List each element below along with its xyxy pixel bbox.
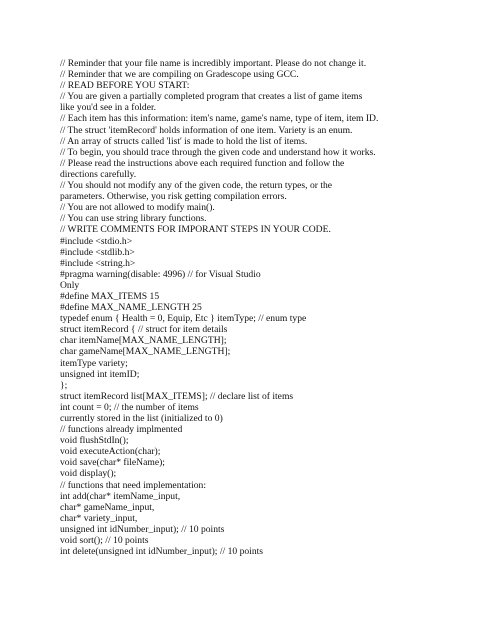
text-line: // Reminder that your file name is incredibly important. Please do not change it. bbox=[60, 58, 367, 69]
text-line: // You can use string library functions. bbox=[60, 213, 207, 225]
text-line: void save(char* fileName); bbox=[60, 457, 165, 469]
text-line: itemType variety; bbox=[60, 357, 128, 369]
text-line: parameters. Otherwise, you risk getting compilation errors. bbox=[60, 191, 287, 203]
text-line: int add(char* itemName_input, bbox=[60, 490, 181, 502]
text-line: #include <stdlib.h> bbox=[60, 246, 135, 258]
text-line: // You are given a partially completed program that creates a list of game items bbox=[60, 91, 363, 103]
text-line: char* variety_input, bbox=[60, 512, 138, 524]
text-line: currently stored in the list (initialized to 0) bbox=[60, 413, 223, 424]
text-line: // WRITE COMMENTS FOR IMPORANT STEPS IN YOUR CODE. bbox=[60, 224, 331, 236]
text-line: #pragma warning(disable: 4996) // for Visual Studio bbox=[60, 268, 261, 280]
text-line: #include <string.h> bbox=[60, 257, 136, 269]
text-line: // You are not allowed to modify main(). bbox=[60, 202, 215, 214]
text-line: // Please read the instructions above each required function and follow the bbox=[60, 157, 345, 169]
text-line: #define MAX_ITEMS 15 bbox=[60, 290, 160, 302]
text-line: void flushStdIn(); bbox=[60, 435, 129, 447]
text-line: }; bbox=[60, 379, 68, 391]
text-line: // Each item has this information: item's name, game's name, type of item, item ID. bbox=[60, 113, 379, 125]
text-line: void sort(); // 10 points bbox=[60, 535, 149, 547]
text-line: struct itemRecord list[MAX_ITEMS]; // declare list of items bbox=[60, 390, 294, 402]
text-line: unsigned int itemID; bbox=[60, 368, 140, 380]
text-line: #define MAX_NAME_LENGTH 25 bbox=[60, 302, 202, 314]
text-line: struct itemRecord { // struct for item details bbox=[60, 324, 228, 336]
text-line: typedef enum { Health = 0, Equip, Etc } itemType; // enum type bbox=[60, 313, 307, 325]
text-line: like you'd see in a folder. bbox=[60, 102, 157, 114]
text-line: Only bbox=[60, 279, 80, 291]
text-line: int count = 0; // the number of items bbox=[60, 401, 199, 413]
text-line: unsigned int idNumber_input); // 10 points bbox=[60, 523, 225, 535]
text-line: char gameName[MAX_NAME_LENGTH]; bbox=[60, 346, 231, 358]
text-line: // functions that need implementation: bbox=[60, 479, 207, 491]
text-line: void display(); bbox=[60, 468, 117, 480]
text-line: // functions already implmented bbox=[60, 424, 183, 436]
document-body bbox=[60, 58, 440, 557]
text-line: char* gameName_input, bbox=[60, 501, 155, 513]
text-line: // The struct 'itemRecord' holds information of one item. Variety is an enum. bbox=[60, 124, 353, 136]
text-line: directions carefully. bbox=[60, 168, 137, 180]
text-line: // Reminder that we are compiling on Gradescope using GCC. bbox=[60, 69, 299, 81]
text-line: // You should not modify any of the given code, the return types, or the bbox=[60, 180, 333, 192]
text-line: // An array of structs called 'list' is made to hold the list of items. bbox=[60, 135, 308, 147]
text-line: void executeAction(char); bbox=[60, 446, 161, 458]
text-line: int delete(unsigned int idNumber_input); // 10 points bbox=[60, 546, 264, 558]
text-line: char itemName[MAX_NAME_LENGTH]; bbox=[60, 335, 227, 347]
text-line: // To begin, you should trace through the given code and understand how it works. bbox=[60, 146, 376, 158]
text-line: #include <stdio.h> bbox=[60, 235, 133, 247]
text-line: // READ BEFORE YOU START: bbox=[60, 80, 190, 92]
